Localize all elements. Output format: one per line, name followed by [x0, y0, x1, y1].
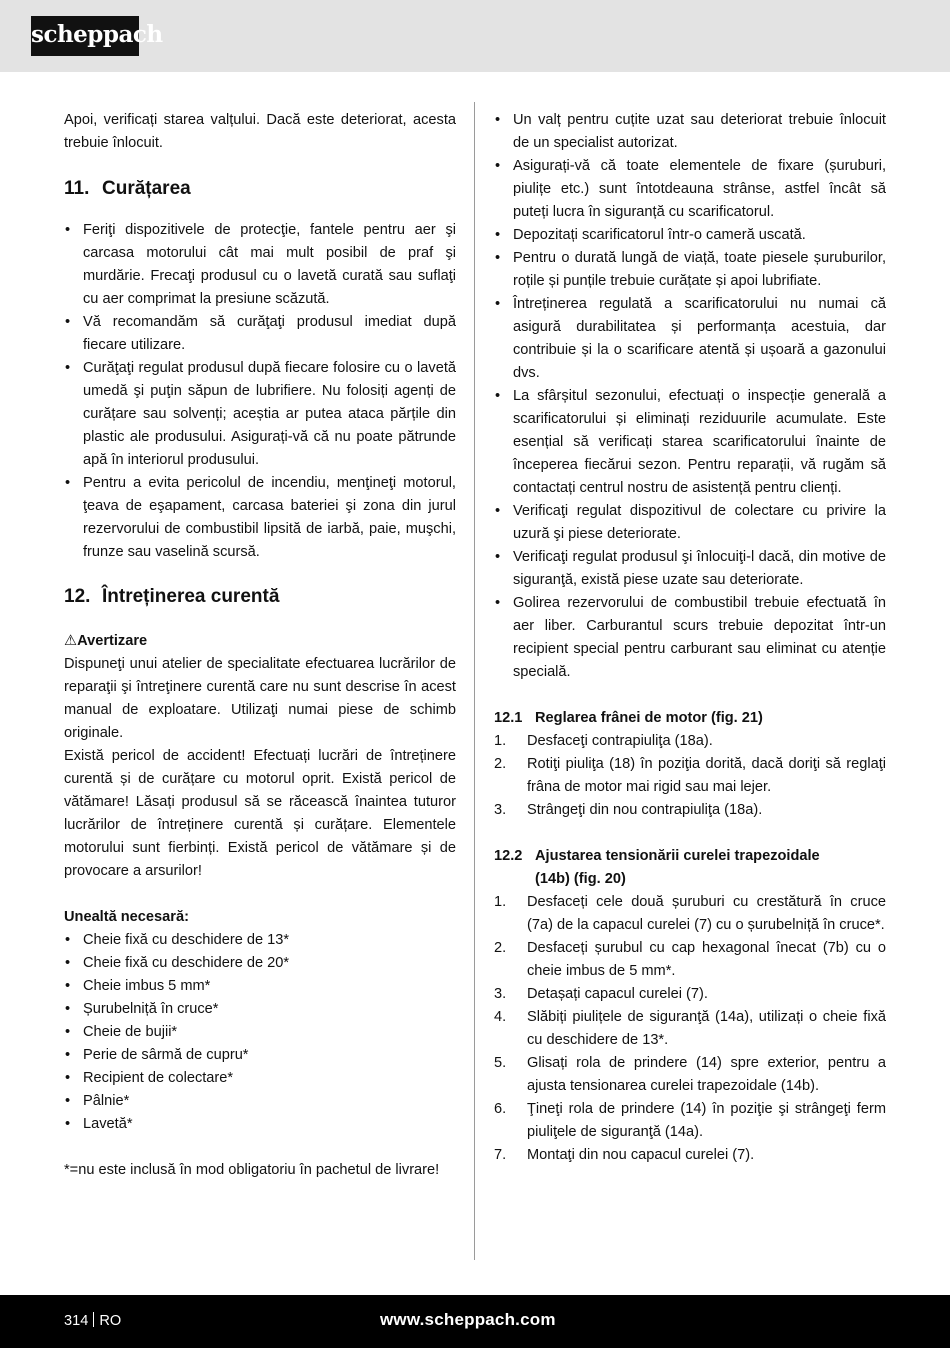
list-item: • Curăţaţi regulat produsul după fiecare folosire cu o lavetă umedă şi puţin săpun de lubrifiere. Nu folosiți agenți de curățare sau solvenți; aceștia ar putea ataca părțile din plastic ale produsului. Asigurați-vă că nu poate pătrunde apă în interiorul produsului. [64, 357, 456, 472]
list-item: • Întreținerea regulată a scarificatorului nu numai că asigură durabilitatea și performanța acestuia, dar contribuie și la o scarificare atentă și ușoară a gazonului dvs. [494, 293, 886, 385]
list-item: • Lavetă* [64, 1113, 456, 1136]
tools-heading: Unealtă necesară: [64, 909, 189, 925]
list-item: • Pentru a evita pericolul de incendiu, menţineţi motorul, ţeava de eşapament, carcasa bateriei şi zona din jurul rezervorului de combustibil lipsită de iarbă, paie, muşchi, frunze sau vaselină scursă. [64, 472, 456, 564]
list-item [494, 1052, 886, 1098]
subsection-title: Reglarea frânei de motor (fig. 21) [535, 710, 763, 726]
section-number: 11. [64, 178, 90, 199]
subsection-title: Ajustarea tensionării curelei trapezoidale [535, 848, 820, 864]
list-item [494, 1144, 886, 1167]
list-item: • Vă recomandăm să curăţaţi produsul imediat după fiecare utilizare. [64, 311, 456, 357]
step-number: 6. [494, 1101, 507, 1117]
warning-paragraph: Dispuneţi unui atelier de specialitate efectuarea lucrărilor de reparaţii şi întreţinere curentă care nu sunt descrise în acest manual de exploatare. Utilizaţi numai piese de schimb originale. [64, 656, 456, 741]
list-item: • Cheie fixă cu deschidere de 20* [64, 952, 456, 975]
scheppach-logo: scheppach [31, 16, 139, 56]
intro-paragraph: Apoi, verificați starea valțului. Dacă este deteriorat, acesta trebuie înlocuit. [64, 112, 456, 151]
step-number: 2. [494, 940, 507, 956]
section-12-2-heading [494, 845, 886, 891]
step-text: Montaţi din nou capacul curelei (7). [527, 1147, 755, 1163]
list-item [494, 937, 886, 983]
step-number: 1. [494, 733, 507, 749]
step-text: Glisați rola de prindere (14) spre exterior, pentru a ajusta tensionarea curelei trapezoidale (14b). [527, 1055, 886, 1094]
warning-title: Avertizare [77, 633, 148, 649]
list-item: • Cheie de bujii* [64, 1021, 456, 1044]
step-text: Desfaceți cele două șuruburi cu crestătură în cruce (7a) de la capacul curelei (7) cu o șurubelniță în cruce*. [527, 894, 886, 933]
left-column [64, 109, 456, 1182]
cleaning-list [64, 219, 456, 564]
step-number: 5. [494, 1055, 507, 1071]
list-item: • Verificaţi regulat dispozitivul de colectare cu privire la uzură şi piese deteriorate. [494, 500, 886, 546]
step-text: Detașați capacul curelei (7). [527, 986, 708, 1002]
step-text: Slăbiți piulițele de siguranţă (14a), utilizați o cheie fixă cu deschidere de 13*. [527, 1009, 886, 1048]
section-title: Curățarea [102, 178, 191, 199]
list-item: • Feriţi dispozitivele de protecţie, fantele pentru aer şi carcasa motorului cât mai mult posibil de praf şi murdărie. Frecaţi produsul cu o lavetă curată sau suflaţi cu aer comprimat la presiune scăzută. [64, 219, 456, 311]
list-item: • Depozitați scarificatorul într-o cameră uscată. [494, 224, 886, 247]
subsection-number: 12.1 [494, 710, 523, 726]
warning-heading [64, 630, 456, 653]
step-number: 2. [494, 756, 507, 772]
page-number-value: 314 [64, 1313, 89, 1329]
list-item: • Cheie imbus 5 mm* [64, 975, 456, 998]
column-divider [474, 102, 475, 1260]
step-text: Desfaceţi contrapiuliţa (18a). [527, 733, 713, 749]
right-column [494, 109, 886, 1167]
step-text: Rotiţi piuliţa (18) în poziţia dorită, dacă doriţi să reglaţi frâna de motor mai rigid sau mai lejer. [527, 756, 886, 795]
brake-steps [494, 730, 886, 822]
step-number: 3. [494, 986, 507, 1002]
footnote: *=nu este inclusă în mod obligatoriu în pachetul de livrare! [64, 1162, 440, 1178]
step-text: Desfaceți șurubul cu cap hexagonal înecat (7b) cu o cheie imbus de 5 mm*. [527, 940, 886, 979]
list-item: • Șurubelniță în cruce* [64, 998, 456, 1021]
subsection-title-cont: (14b) (fig. 20) [535, 871, 626, 887]
list-item: • Verificaţi regulat produsul şi înlocuiţi-l dacă, din motive de siguranţă, există piese uzate sau deteriorate. [494, 546, 886, 592]
section-11-heading [64, 176, 456, 202]
step-number: 3. [494, 802, 507, 818]
subsection-number: 12.2 [494, 848, 523, 864]
list-item: • Pentru o durată lungă de viață, toate piesele șuruburilor, roțile și punțile trebuie curățate și apoi lubrifiate. [494, 247, 886, 293]
step-number: 1. [494, 894, 507, 910]
step-number: 4. [494, 1009, 507, 1025]
step-number: 7. [494, 1147, 507, 1163]
list-item: • Un valț pentru cuțite uzat sau deteriorat trebuie înlocuit de un specialist autorizat. [494, 109, 886, 155]
list-item: • Recipient de colectare* [64, 1067, 456, 1090]
list-item [494, 1098, 886, 1144]
section-number: 12. [64, 586, 91, 607]
list-item [494, 730, 886, 753]
page-number [64, 1310, 121, 1332]
tools-list [64, 929, 456, 1136]
section-12-heading [64, 584, 456, 610]
website-url[interactable]: www.scheppach.com [380, 1310, 556, 1329]
list-item: • Golirea rezervorului de combustibil trebuie efectuată în aer liber. Carburantul scurs trebuie depozitat într-un recipient special pentru carburant sau eliminat cu atenție specială. [494, 592, 886, 684]
section-12-1-heading [494, 707, 886, 730]
list-item: • Asigurați-vă că toate elementele de fixare (șuruburi, piulițe etc.) sunt întotdeauna strânse, astfel încât să puteți lucra în siguranță cu scarificatorul. [494, 155, 886, 224]
warning-triangle-icon: ⚠ [64, 633, 78, 649]
belt-steps [494, 891, 886, 1167]
warning-paragraph: Există pericol de accident! Efectuați lucrări de întreținere curentă și de curățare cu motorul oprit. Există pericol de vătămare! Lăsați produsul să se răcească înaintea tuturor lucrărilor de întreținere curentă și curățare. Elementele motorului sunt fierbinți. Există pericol de vătămare și de provocare a arsurilor! [64, 748, 456, 879]
list-item: • Cheie fixă cu deschidere de 13* [64, 929, 456, 952]
language-code: RO [99, 1313, 122, 1329]
list-item [494, 799, 886, 822]
page-footer [0, 1295, 950, 1348]
list-item [494, 983, 886, 1006]
list-item: • La sfârșitul sezonului, efectuați o inspecție generală a scarificatorului și eliminați reziduurile acumulate. Este esențial să verificați starea scarificatorului înainte de începerea fiecărui sezon. Pentru reparații, vă rugăm să contactați centrul nostru de asistență pentru clienți. [494, 385, 886, 500]
maintenance-list [494, 109, 886, 684]
list-item [494, 891, 886, 937]
section-title: Întreținerea curentă [102, 586, 280, 607]
step-text: Strângeţi din nou contrapiuliţa (18a). [527, 802, 763, 818]
step-text: Ţineţi rola de prindere (14) în poziţie şi strângeţi ferm piuliţele de siguranţă (14a). [527, 1101, 886, 1140]
list-item [494, 753, 886, 799]
list-item [494, 1006, 886, 1052]
list-item: • Pâlnie* [64, 1090, 456, 1113]
page-header [0, 0, 950, 72]
list-item: • Perie de sârmă de cupru* [64, 1044, 456, 1067]
